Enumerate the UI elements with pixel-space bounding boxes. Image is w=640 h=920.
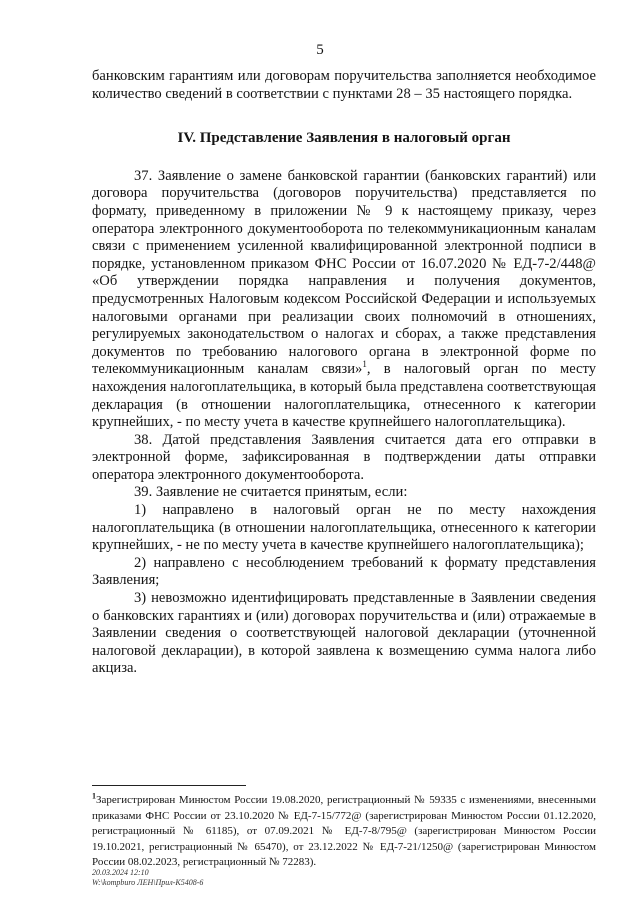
- document-body: [92, 68, 596, 678]
- page-number: 5: [316, 42, 324, 58]
- footnote-block: [92, 793, 596, 871]
- intro-paragraph: банковским гарантиям или договорам поручительства заполняется необходимое количество сведений в соответствии с пунктами 28 – 35 настоящего порядка.: [92, 68, 596, 102]
- paragraph-39-item-1: 1) направлено в налоговый орган не по месту нахождения налогоплательщика (в отношении налогоплательщика, отнесенного к категории крупнейших, - не по месту учета в качестве крупнейшего налогоплательщика);: [92, 502, 596, 554]
- paragraph-39-item-3: 3) невозможно идентифицировать представленные в Заявлении сведения о банковских гарантиях и (или) договорах поручительства и (или) отражаемые в Заявлении сведения о соответствующей налоговой декларации (уточненной налоговой декларации), в которой заявлена к возмещению сумма налога либо акциза.: [92, 590, 596, 677]
- paragraph-39: 39. Заявление не считается принятым, если:: [134, 484, 408, 501]
- file-stamp: [92, 868, 203, 888]
- footnote-divider: [92, 785, 246, 786]
- footnote-reference: 1: [362, 359, 367, 370]
- paragraph-39-item-2: 2) направлено с несоблюдением требований к формату представления Заявления;: [92, 554, 596, 589]
- paragraph-37-continuation: , в налоговый орган по месту нахождения налогоплательщика, в который была представлена соответствующая декларация (в отношении налогоплательщика, отнесенного к категории крупнейших, - по месту учета в качестве крупнейшего налогоплательщика).: [92, 361, 597, 431]
- file-stamp-path: W:\kompburo ЛЕН\Прил-К5408-6: [92, 878, 204, 887]
- section-heading: IV. Представление Заявления в налоговый орган: [177, 130, 511, 147]
- file-stamp-date: 20.03.2024 12:10: [92, 868, 149, 877]
- footnote-marker: 1: [92, 791, 96, 801]
- footnote-1: [92, 793, 596, 871]
- paragraph-38: 38. Датой представления Заявления считается дата его отправки в электронной форме, зафиксированная в подтверждении даты отправки оператора электронного документооборота.: [92, 431, 596, 483]
- footnote-text: Зарегистрирован Минюстом России 19.08.2020, регистрационный № 59335 с изменениями, внесенными приказами ФНС России от 23.10.2020 № ЕД-7-15/772@ (зарегистрирован Минюстом России 01.12.2020, регистрационный № 61185), от 07.09.2021 № ЕД-7-8/795@ (зарегистрирован Минюстом России 19.10.2021, регистрационный № 65470), от 23.12.2022 № ЕД-7-21/1250@ (зарегистрирован Минюстом России 08.02.2023, регистрационный № 72283).: [92, 794, 596, 869]
- paragraph-37: [92, 168, 596, 432]
- paragraph-37-text: 37. Заявление о замене банковской гарантии (банковских гарантий) или договора поручительства (договоров поручительства) представляется по формату, приведенному в приложении № 9 к настоящему приказу, через оператора электронного документооборота по телекоммуникационным каналам связи с применением усиленной квалифицированной электронной подписи в порядке, установленном приказом ФНС России от 16.07.2020 № ЕД-7-2/448@ «Об утверждении порядка направления и получения документов, предусмотренных Налоговым кодексом Российской Федерации и используемых налоговыми органами при реализации своих полномочий в отношениях, регулируемых законодательством о налогах и сборах, а также представления документов по требованию налогового органа в электронной форме по телекоммуникационным каналам связи»: [92, 167, 596, 378]
